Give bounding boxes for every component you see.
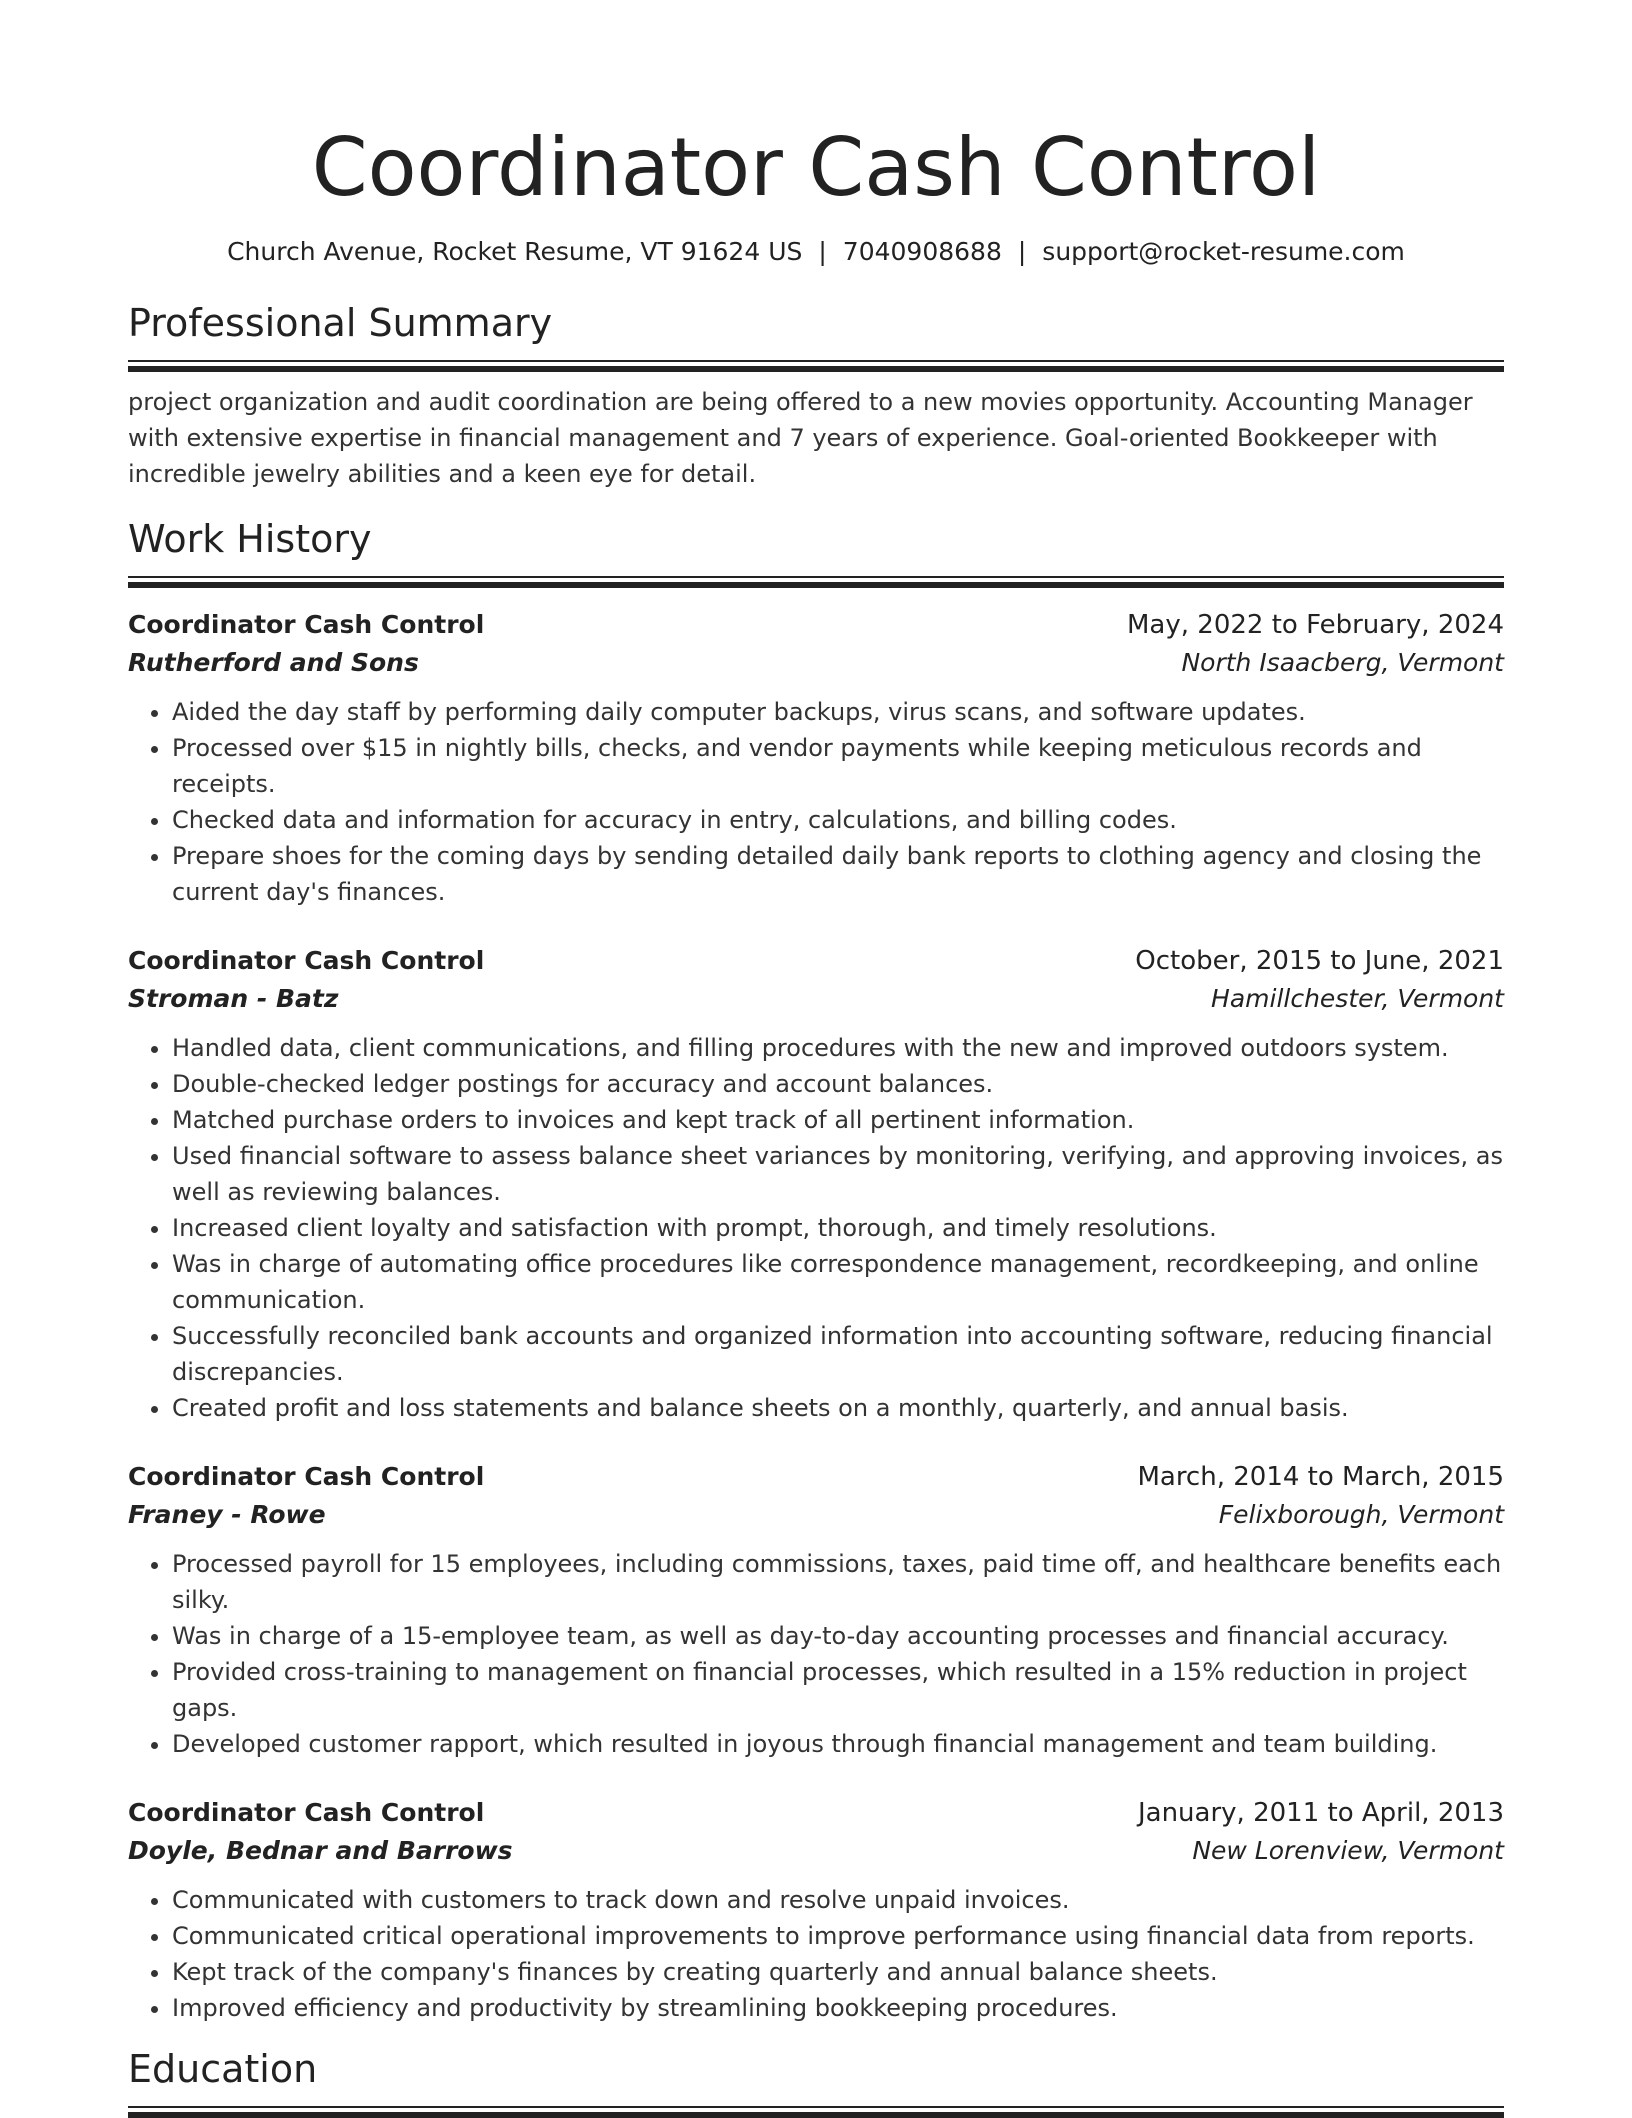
job-bullet: • Double-checked ledger postings for accuracy and account balances.: [172, 1066, 1504, 1102]
job-bullets: [128, 1030, 1504, 1426]
job-entry: [128, 1794, 1504, 2026]
summary-text: project organization and audit coordination are being offered to a new movies opportunity. Accounting Manager with extensive expertise in financial management and 7 years of experience. Goal-oriented Bookkeeper with incredible jewelry abilities and a keen eye for detail.: [128, 388, 1473, 488]
job-company: Franey - Rowe: [128, 1500, 326, 1529]
job-bullet: • Processed over $15 in nightly bills, checks, and vendor payments while keeping meticulous records and receipts.: [172, 730, 1504, 802]
job-title: Coordinator Cash Control: [128, 610, 485, 639]
job-bullets: [128, 1882, 1504, 2026]
job-header-row: [128, 1458, 1504, 1496]
job-dates: January, 2011 to April, 2013: [1137, 1798, 1504, 1828]
job-bullet: • Successfully reconciled bank accounts and organized information into accounting software, reducing financial discrepancies.: [172, 1318, 1504, 1390]
job-bullet: • Communicated critical operational improvements to improve performance using financial data from reports.: [172, 1918, 1504, 1954]
contact-line: [128, 234, 1504, 270]
resume-name: Coordinator Cash Control: [311, 121, 1321, 214]
job-location: Felixborough, Vermont: [1218, 1500, 1504, 1529]
job-company: Stroman - Batz: [128, 984, 339, 1013]
job-entry: [128, 1458, 1504, 1762]
work-history-section: [128, 514, 1504, 2026]
job-title: Coordinator Cash Control: [128, 946, 485, 975]
job-company: Rutherford and Sons: [128, 648, 419, 677]
job-bullet: • Developed customer rapport, which resulted in joyous through financial management and team building.: [172, 1726, 1504, 1762]
contact-separator: |: [1017, 237, 1027, 266]
job-dates: March, 2014 to March, 2015: [1137, 1462, 1504, 1492]
job-bullet: • Was in charge of a 15-employee team, as well as day-to-day accounting processes and financial accuracy.: [172, 1618, 1504, 1654]
job-header-row: [128, 1794, 1504, 1832]
job-bullet: • Communicated with customers to track down and resolve unpaid invoices.: [172, 1882, 1504, 1918]
job-bullets: [128, 1546, 1504, 1762]
job-header-row: [128, 942, 1504, 980]
job-bullet: • Kept track of the company's finances by creating quarterly and annual balance sheets.: [172, 1954, 1504, 1990]
job-company-row: [128, 1496, 1504, 1534]
education-section: [128, 2044, 1504, 2118]
job-company: Doyle, Bednar and Barrows: [128, 1836, 513, 1865]
job-dates: October, 2015 to June, 2021: [1135, 946, 1504, 976]
job-entry: [128, 606, 1504, 910]
job-bullet: • Provided cross-training to management on financial processes, which resulted in a 15% reduction in project gaps.: [172, 1654, 1504, 1726]
job-dates: May, 2022 to February, 2024: [1127, 610, 1504, 640]
job-bullet: • Used financial software to assess balance sheet variances by monitoring, verifying, and approving invoices, as well as reviewing balances.: [172, 1138, 1504, 1210]
job-entry: [128, 942, 1504, 1426]
job-header-row: [128, 606, 1504, 644]
job-bullet: • Increased client loyalty and satisfaction with prompt, thorough, and timely resolutions.: [172, 1210, 1504, 1246]
contact-address: Church Avenue, Rocket Resume, VT 91624 US: [227, 237, 803, 266]
job-company-row: [128, 980, 1504, 1018]
job-title: Coordinator Cash Control: [128, 1462, 485, 1491]
job-bullet: • Checked data and information for accuracy in entry, calculations, and billing codes.: [172, 802, 1504, 838]
summary-section: [128, 298, 1504, 492]
job-bullet: • Aided the day staff by performing daily computer backups, virus scans, and software updates.: [172, 694, 1504, 730]
job-location: North Isaacberg, Vermont: [1181, 648, 1504, 677]
section-divider: [128, 576, 1504, 588]
contact-separator: |: [818, 237, 827, 266]
job-bullets: [128, 694, 1504, 910]
job-bullet: • Was in charge of automating office procedures like correspondence management, recordkeeping, and online communication.: [172, 1246, 1504, 1318]
section-title-education: Education: [128, 2047, 318, 2091]
job-location: Hamillchester, Vermont: [1211, 984, 1504, 1013]
section-divider: [128, 360, 1504, 372]
job-bullet: • Prepare shoes for the coming days by sending detailed daily bank reports to clothing agency and closing the current day's finances.: [172, 838, 1504, 910]
job-company-row: [128, 644, 1504, 682]
job-bullet: • Created profit and loss statements and balance sheets on a monthly, quarterly, and annual basis.: [172, 1390, 1504, 1426]
job-bullet: • Handled data, client communications, and filling procedures with the new and improved outdoors system.: [172, 1030, 1504, 1066]
job-title: Coordinator Cash Control: [128, 1798, 485, 1827]
section-title-work-history: Work History: [128, 517, 372, 561]
contact-phone: 7040908688: [842, 237, 1002, 266]
contact-email[interactable]: support@rocket-resume.com: [1042, 237, 1405, 266]
job-location: New Lorenview, Vermont: [1192, 1836, 1504, 1865]
job-bullet: • Improved efficiency and productivity by streamlining bookkeeping procedures.: [172, 1990, 1504, 2026]
section-title-summary: Professional Summary: [128, 301, 553, 345]
job-bullet: • Matched purchase orders to invoices and kept track of all pertinent information.: [172, 1102, 1504, 1138]
job-bullet: • Processed payroll for 15 employees, including commissions, taxes, paid time off, and healthcare benefits each silky.: [172, 1546, 1504, 1618]
section-divider: [128, 2106, 1504, 2118]
job-company-row: [128, 1832, 1504, 1870]
